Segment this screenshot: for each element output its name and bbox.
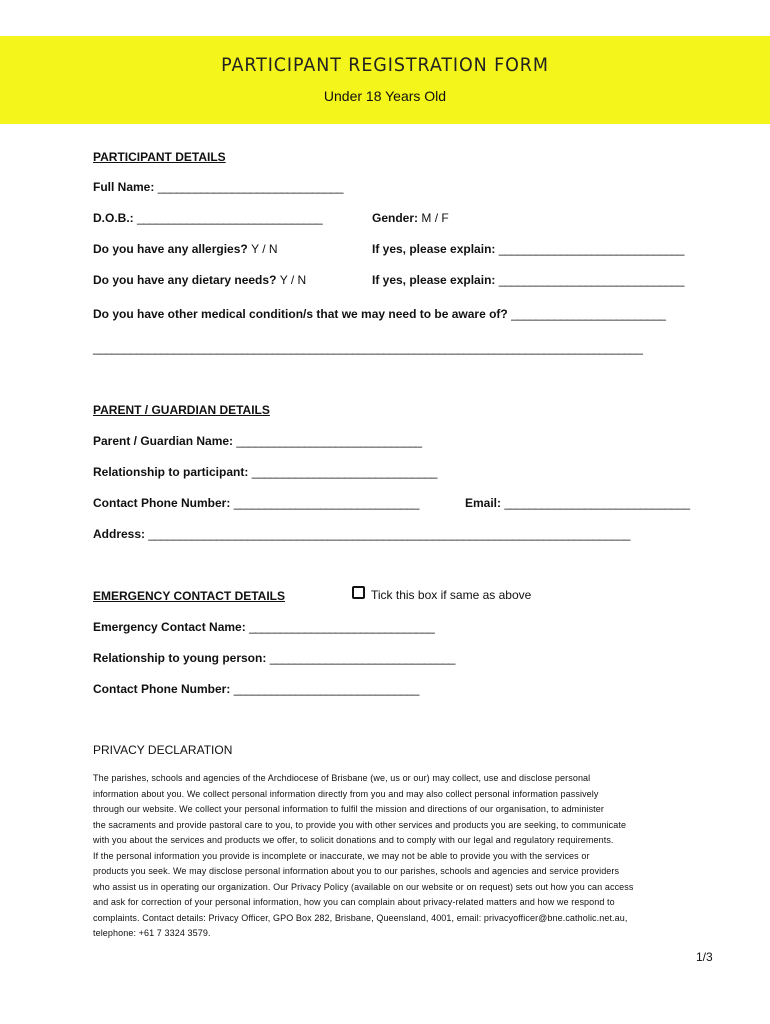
guardian-email-row [465, 496, 690, 510]
gender-label: Gender: [372, 211, 419, 225]
allergies-explain-field[interactable]: ______________________________ [498, 242, 684, 256]
dob-row [93, 211, 322, 225]
medical-field[interactable]: _________________________ [511, 307, 666, 321]
guardian-email-field[interactable]: ______________________________ [504, 496, 690, 510]
dob-field[interactable]: ______________________________ [137, 211, 323, 225]
dietary-explain-field[interactable]: ______________________________ [498, 273, 684, 287]
medical-field-line2[interactable] [93, 341, 642, 355]
guardian-name-label: Parent / Guardian Name: [93, 434, 234, 448]
emergency-details-heading: EMERGENCY CONTACT DETAILS [93, 589, 286, 603]
dietary-label: Do you have any dietary needs? [93, 273, 277, 287]
privacy-line: If the personal information you provide is incomplete or inaccurate, we may not be able to provide you with the services or [93, 850, 590, 861]
form-subtitle: Under 18 Years Old [323, 88, 447, 104]
guardian-address-label: Address: [93, 527, 146, 541]
emergency-relationship-label: Relationship to young person: [93, 651, 267, 665]
guardian-address-row [93, 527, 630, 541]
privacy-line: products you seek. We may disclose personal information about you to our parishes, schools and agencies and service providers [93, 866, 620, 876]
allergies-row [93, 242, 278, 256]
guardian-email-label: Email: [465, 496, 502, 510]
privacy-heading: PRIVACY DECLARATION [93, 743, 233, 757]
header-banner [0, 36, 770, 124]
allergies-explain-row [372, 242, 684, 256]
full-name-row [93, 180, 343, 194]
privacy-line: through our website. We collect your personal information to fulfil the mission and directions of our organisation, to administer [93, 804, 604, 814]
same-as-above-checkbox[interactable] [352, 586, 365, 599]
allergies-explain-label: If yes, please explain: [372, 242, 496, 256]
guardian-phone-label: Contact Phone Number: [93, 496, 231, 510]
full-name-field[interactable]: ______________________________ [157, 180, 343, 194]
medical-field-line2-blank[interactable]: _________________________________________________________________________________________ [93, 341, 643, 355]
gender-row [372, 211, 449, 225]
privacy-line: who assist us in operating our organization. Our Privacy Policy (available on our website or on request) sets out how you can access [93, 881, 634, 892]
emergency-name-field[interactable]: ______________________________ [249, 620, 435, 634]
guardian-relationship-label: Relationship to participant: [93, 465, 249, 479]
allergies-options[interactable]: Y / N [251, 242, 278, 256]
dietary-row [93, 273, 306, 287]
guardian-name-row [93, 434, 422, 448]
guardian-phone-row [93, 496, 419, 510]
emergency-phone-field[interactable]: ______________________________ [233, 682, 419, 696]
emergency-name-label: Emergency Contact Name: [93, 620, 246, 634]
guardian-address-field[interactable]: ______________________________________________________________________________ [148, 527, 630, 541]
emergency-phone-label: Contact Phone Number: [93, 682, 231, 696]
dietary-explain-row [372, 273, 684, 287]
guardian-details-heading: PARENT / GUARDIAN DETAILS [93, 403, 270, 417]
emergency-relationship-row [93, 651, 455, 665]
privacy-line: telephone: +61 7 3324 3579. [93, 928, 211, 938]
emergency-name-row [93, 620, 434, 634]
allergies-label: Do you have any allergies? [93, 242, 248, 256]
privacy-line: and ask for correction of your personal information, how you can complain about privacy-related matters and how we respond to [93, 897, 615, 907]
guardian-relationship-row [93, 465, 437, 479]
dietary-options[interactable]: Y / N [279, 273, 307, 287]
dob-label: D.O.B.: [93, 211, 134, 225]
medical-label: Do you have other medical condition/s that we may need to be aware of? [93, 307, 508, 321]
privacy-line: complaints. Contact details: Privacy Officer, GPO Box 282, Brisbane, Queensland, 4001, email: privacyofficer@bne.catholic.net.au, [93, 912, 628, 923]
form-title: PARTICIPANT REGISTRATION FORM [221, 54, 549, 76]
full-name-label: Full Name: [93, 180, 155, 194]
privacy-paragraph [93, 771, 723, 942]
privacy-line: The parishes, schools and agencies of the Archdiocese of Brisbane (we, us or our) may collect, use and disclose personal [93, 773, 591, 783]
medical-row [93, 307, 665, 321]
page-number: 1/3 [696, 950, 713, 964]
dietary-explain-label: If yes, please explain: [372, 273, 496, 287]
emergency-phone-row [93, 682, 419, 696]
emergency-relationship-field[interactable]: ______________________________ [269, 651, 455, 665]
same-as-above-label: Tick this box if same as above [371, 588, 532, 602]
guardian-name-field[interactable]: ______________________________ [236, 434, 422, 448]
privacy-line: the sacraments and provide pastoral care to you, to provide you with other services and products you are seeking, to communicate [93, 819, 627, 830]
gender-options[interactable]: M / F [421, 211, 449, 225]
privacy-line: information about you. We collect personal information directly from you and may also collect personal information passively [93, 788, 599, 799]
privacy-line: with you about the services and products we offer, to solicit donations and to comply with our legal and regulatory requirements. [93, 835, 614, 845]
guardian-relationship-field[interactable]: ______________________________ [251, 465, 437, 479]
guardian-phone-field[interactable]: ______________________________ [233, 496, 419, 510]
participant-details-heading: PARTICIPANT DETAILS [93, 150, 226, 164]
